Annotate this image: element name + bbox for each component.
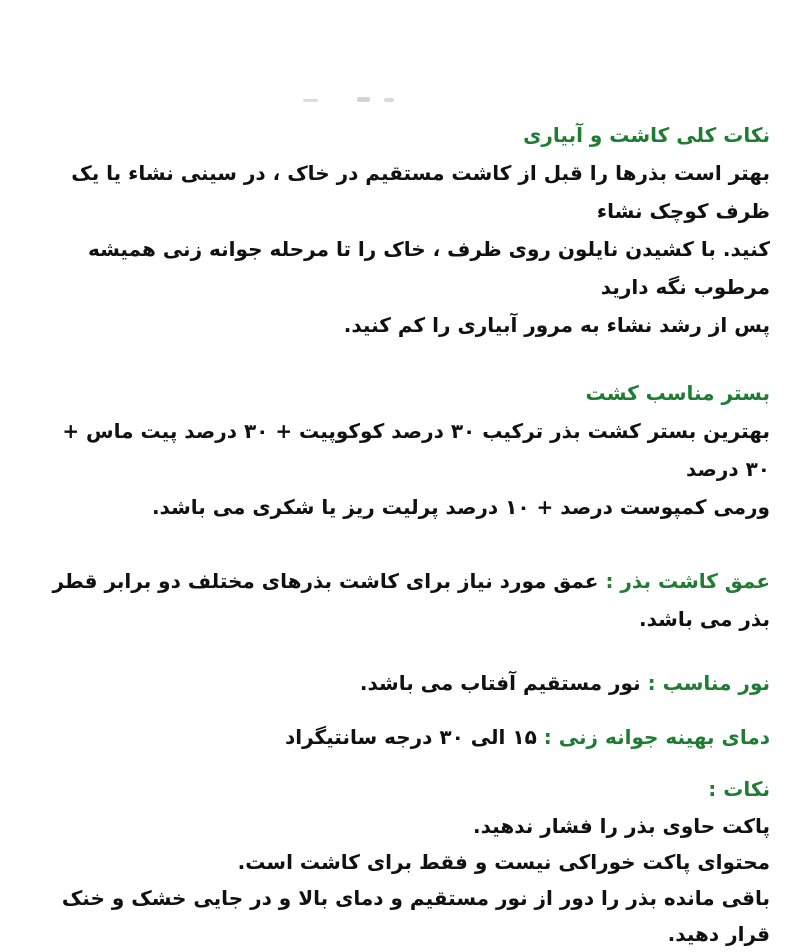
spec-light [40,664,770,702]
spec-seed-depth-label: عمق کاشت بذر : [605,569,770,593]
spec-germination-temperature-value: ۱۵ الی ۳۰ درجه سانتیگراد [284,725,537,749]
section-heading-notes: نکات : [708,777,770,801]
paragraph-line: کنید. با کشیدن نایلون روی ظرف ، خاک را تا مرحله جوانه زنی همیشه مرطوب نگه دارید [87,237,770,299]
spec-seed-depth [40,562,770,638]
spec-light-label: نور مناسب : [647,671,770,695]
paragraph-general-tips [40,154,770,344]
paragraph-growing-medium [40,412,770,526]
section-heading-growing-medium: بستر مناسب کشت [585,381,770,405]
spec-germination-temperature [40,718,770,756]
section-heading-general-tips: نکات کلی کاشت و آبیاری [523,123,770,147]
paragraph-line: ورمی کمپوست درصد + ۱۰ درصد پرلیت ریز یا شکری می باشد. [151,495,770,519]
paragraph-line: پس از رشد نشاء به مرور آبیاری را کم کنید. [343,313,770,337]
spec-germination-temperature-label: دمای بهینه جوانه زنی : [543,725,770,749]
note-line: محتوای پاکت خوراکی نیست و فقط برای کاشت است. [237,850,770,874]
paragraph-line: بهترین بستر کشت بذر ترکیب ۳۰ درصد کوکوپیت + ۳۰ درصد پیت ماس + ۳۰ درصد [62,419,770,481]
spec-light-value: نور مستقیم آفتاب می باشد. [359,671,641,695]
section-notes [40,770,770,952]
paragraph-notes [40,808,770,952]
note-line: باقی مانده بذر را دور از نور مستقیم و دمای بالا و در جایی خشک و خنک قرار دهید. [61,886,770,946]
spec-seed-depth-value: عمق مورد نیاز برای کاشت بذرهای مختلف دو برابر قطر بذر می باشد. [52,569,770,631]
section-growing-medium [40,374,770,526]
paragraph-line: بهتر است بذرها را قبل از کاشت مستقیم در خاک ، در سینی نشاء یا یک ظرف کوچک نشاء [71,161,770,223]
section-general-planting-irrigation [40,116,770,344]
note-line: پاکت حاوی بذر را فشار ندهید. [473,814,770,838]
